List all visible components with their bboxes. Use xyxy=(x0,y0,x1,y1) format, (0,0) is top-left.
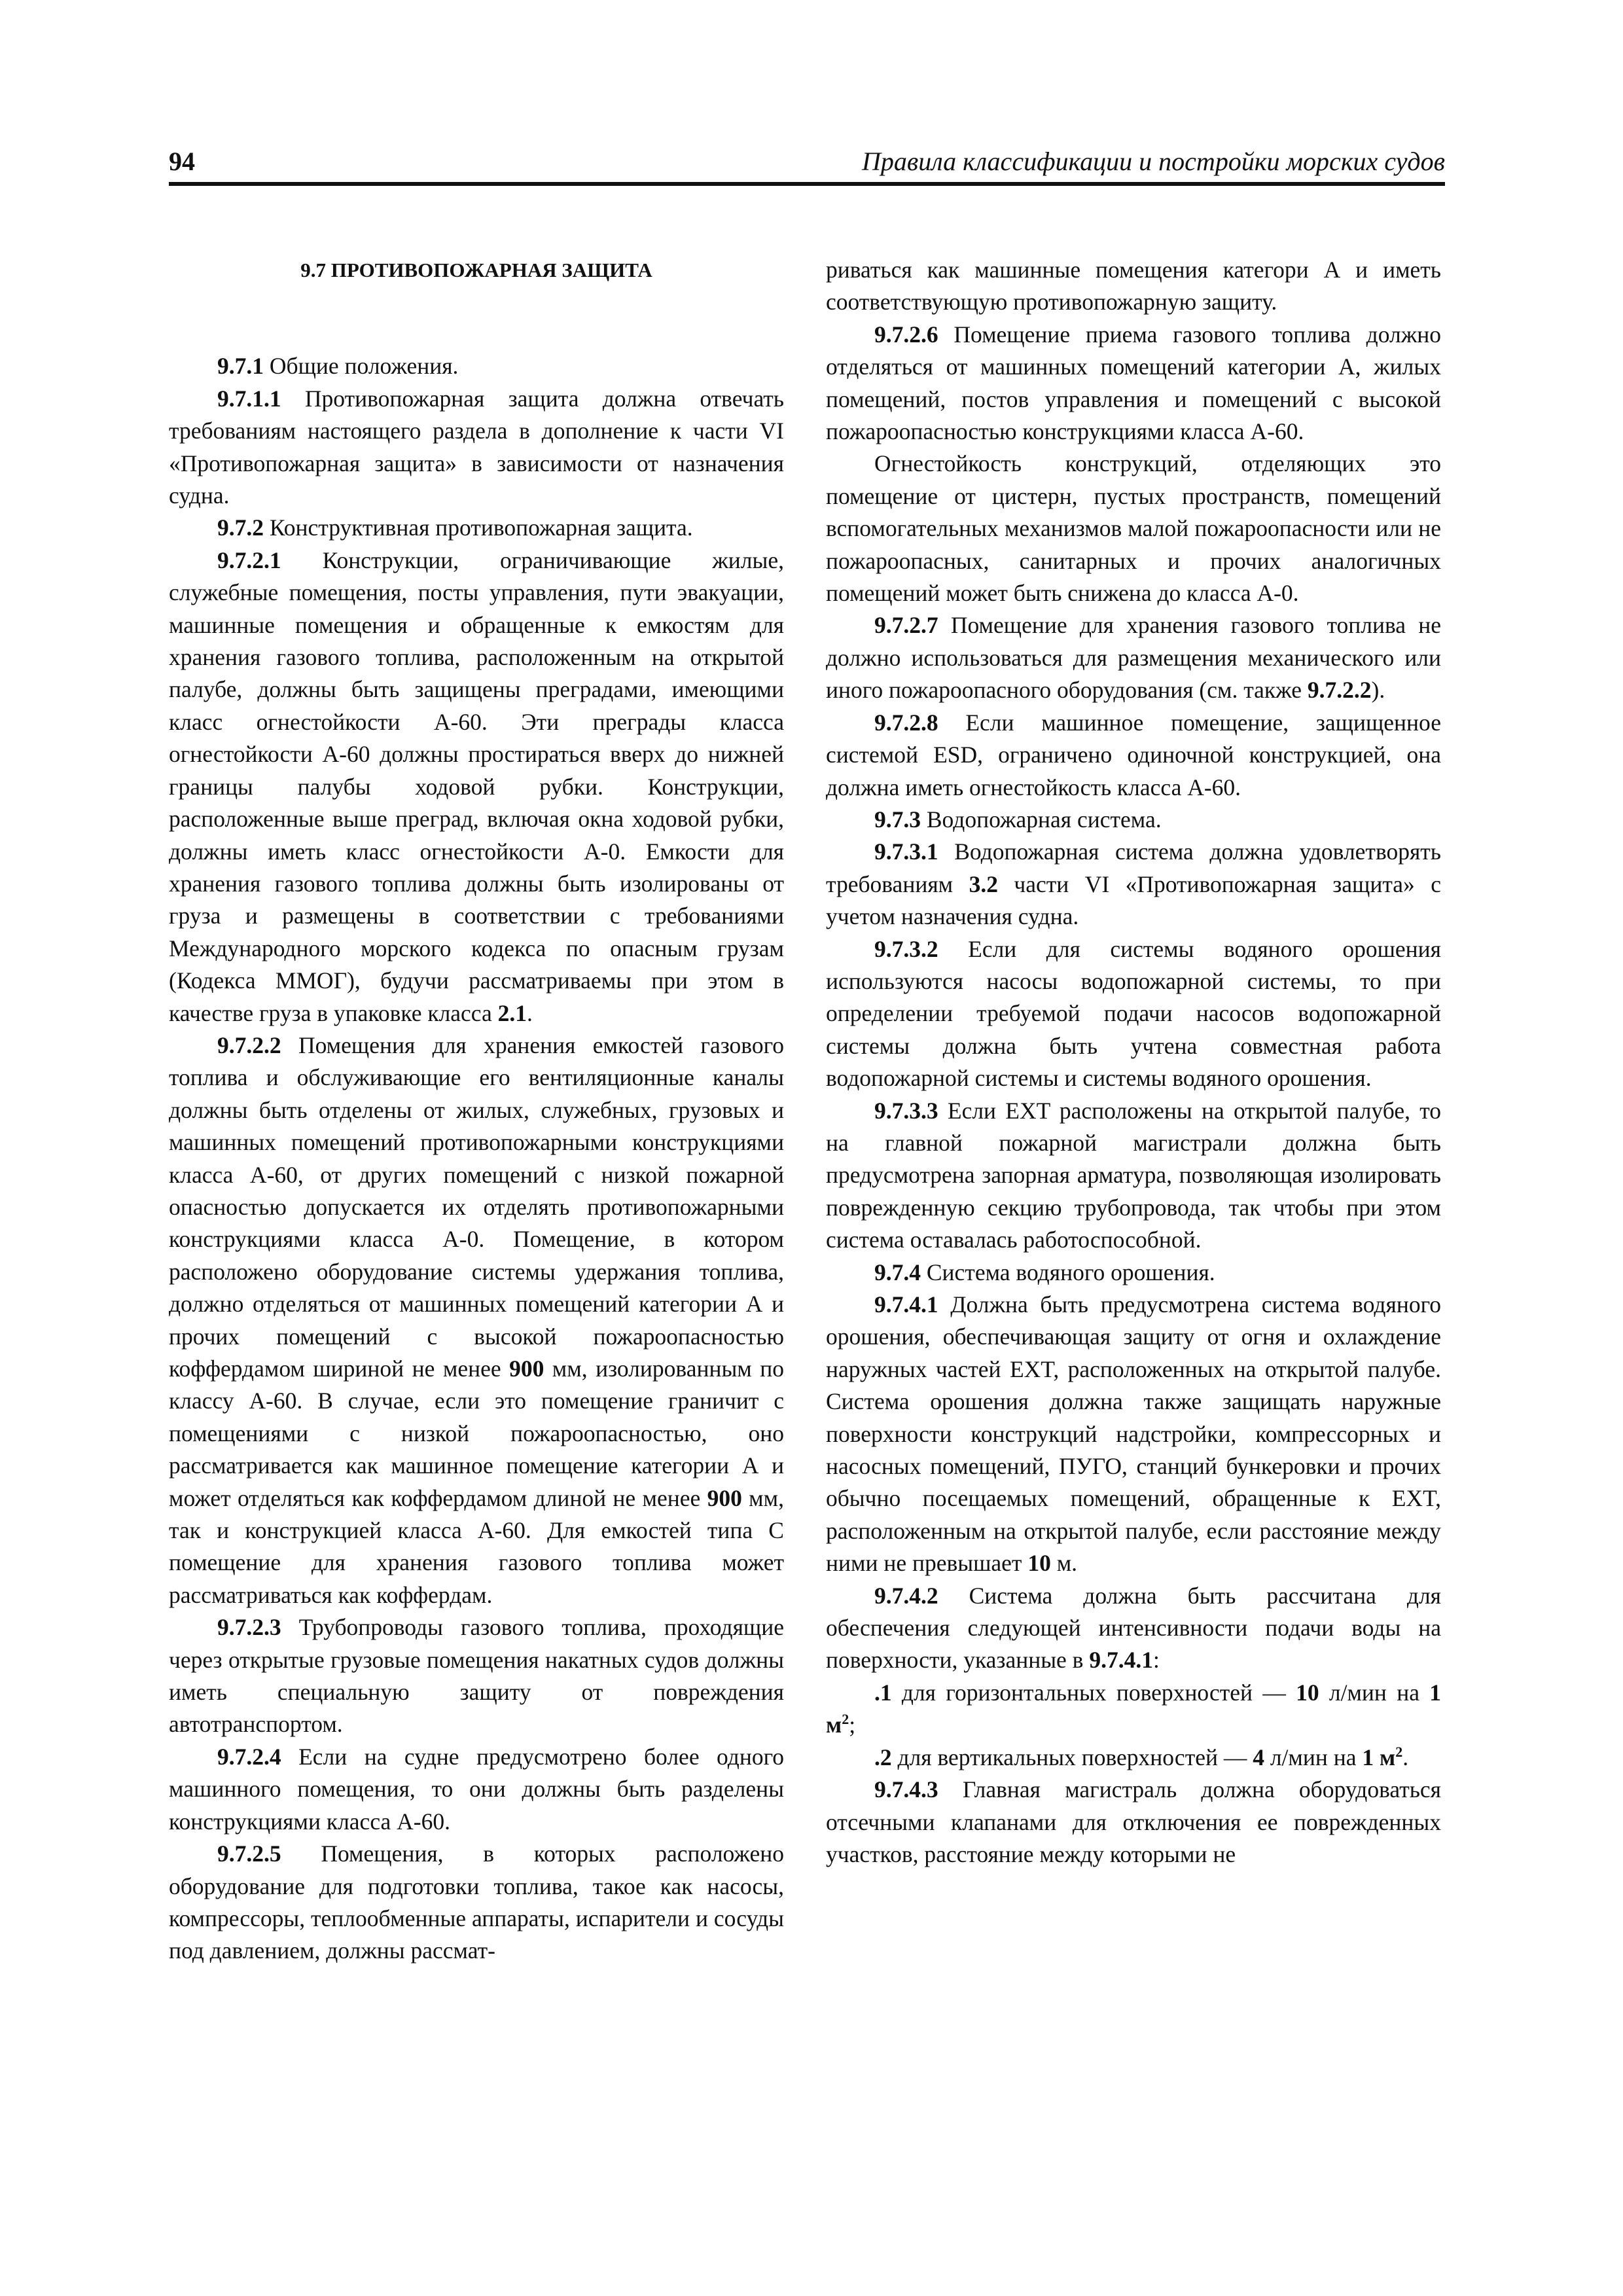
paragraph-9-7-2-7 xyxy=(826,609,1441,706)
paragraph-9-7-2-8 xyxy=(826,707,1441,804)
reference-number: 10 xyxy=(1027,1550,1051,1577)
paragraph-9-7-2-3 xyxy=(169,1611,784,1741)
paragraph-text: для вертикальных поверхностей — xyxy=(891,1744,1253,1770)
reference-number: 10 xyxy=(1296,1679,1319,1706)
paragraph-text: Конструктивная противопожарная защита. xyxy=(264,514,693,541)
reference-number: 9.7.2.2 xyxy=(1307,677,1372,704)
reference-number: 900 xyxy=(509,1355,544,1382)
superscript: 2 xyxy=(842,1711,849,1728)
paragraph-text: Если EXT расположены на открытой палубе, то на главной пожарной магистрали должна быть предусмотрена запорная арматура, позволяющая изолировать поврежденную секцию трубопровода, так чтобы при этом система оставалась работоспособной. xyxy=(826,1097,1441,1253)
left-column xyxy=(169,254,784,1967)
paragraph-text: Огнестойкость конструкций, отделяющих это помещение от цистерн, пустых пространств, помещений вспомогательных механизмов малой пожароопасности или не пожароопасных, санитарных и прочих аналогичных помещений может быть снижена до класса А-0. xyxy=(826,450,1441,607)
clause-number: 9.7.2.2 xyxy=(217,1031,281,1058)
paragraph-text: для горизонтальных поверхностей — xyxy=(891,1679,1296,1706)
paragraph-text: Если машинное помещение, защищенное системой ESD, ограничено одиночной конструкцией, она должна иметь огнестойкость класса А-60. xyxy=(826,709,1441,800)
paragraph-text: части VI «Противопожарная защита» с учетом назначения судна. xyxy=(826,870,1442,930)
unit-text: м xyxy=(1374,1744,1396,1770)
paragraph-text: Конструкции, ограничивающие жилые, служебные помещения, посты управления, пути эвакуации, машинные помещения и обращенные к емкостям для хранения газового топлива, расположенным на открытой палубе, должны быть защищены преградами, имеющими класс огнестойкости А-60. Эти преграды класса огнестойкости А-60 должны простираться вверх до нижней границы палубы ходовой рубки. Конструкции, расположенные выше преград, включая окна ходовой рубки, должны иметь класс огнестойкости А-0. Емкости для хранения газового топлива должны быть изолированы от груза и размещены в соответствии с требованиями Международного морского кодекса по опасным грузам (Кодекса ММОГ), будучи рассматриваемы при этом в качестве груза в упаковке класса xyxy=(169,547,784,1026)
paragraph-text: ; xyxy=(849,1712,856,1738)
list-marker: .1 xyxy=(874,1679,892,1706)
list-item-2 xyxy=(826,1742,1441,1774)
paragraph-text: Должна быть предусмотрена система водяного орошения, обеспечивающая защиту от огня и охлаждение наружных частей EXT, расположенных на открытой палубе. Система орошения должна также защищать наружные поверхности конструкций надстройки, компрессорных и насосных помещений, ПУГО, станций бункеровки и прочих обычно посещаемых помещений, обращенные к EXT, расположенным на открытой палубе, если расстояние между ними не превышает xyxy=(826,1291,1441,1577)
section-title: 9.7 ПРОТИВОПОЖАРНАЯ ЗАЩИТА xyxy=(300,259,652,281)
paragraph-text: ). xyxy=(1371,677,1385,704)
reference-number: 9.7.4.1 xyxy=(1089,1647,1153,1674)
paragraph-text: Водопожарная система. xyxy=(921,806,1162,833)
paragraph-fire-resistance xyxy=(826,448,1441,609)
paragraph-text: Помещение приема газового топлива должно отделяться от машинных помещений категории А, жилых помещений, постов управления и помещений с высокой пожароопасностью конструкциями класса А-60. xyxy=(826,321,1441,445)
reference-number: 1 xyxy=(1429,1679,1441,1706)
clause-number: 9.7.2.5 xyxy=(217,1840,281,1867)
clause-number: 9.7.2.8 xyxy=(874,709,938,736)
paragraph-text: : xyxy=(1152,1647,1160,1674)
paragraph-text: Помещения для хранения емкостей газового топлива и обслуживающие его вентиляционные каналы должны быть отделены от жилых, служебных, грузовых и машинных помещений противопожарными конструкциями класса А-60, от других помещений с низкой пожарной опасностью допускается их отделять противопожарными конструкциями класса А-0. Помещение, в котором расположено оборудование системы удержания топлива, должно отделяться от машинных помещений категории А и прочих помещений с высокой пожароопасностью коффердамом шириной не менее xyxy=(169,1031,784,1382)
paragraph-text: Общие положения. xyxy=(264,353,459,380)
paragraph-9-7-2-1 xyxy=(169,545,784,1030)
clause-number: 9.7.4.2 xyxy=(874,1582,938,1609)
unit-text: м xyxy=(826,1712,842,1738)
clause-number: 9.7.2.1 xyxy=(217,547,281,573)
running-title: Правила классификации и постройки морских судов xyxy=(861,147,1445,176)
reference-number: 4 xyxy=(1253,1744,1264,1770)
clause-number: 9.7.3 xyxy=(874,806,921,833)
clause-number: 9.7.2.6 xyxy=(874,321,938,348)
paragraph-continuation xyxy=(826,254,1441,319)
reference-number: 3.2 xyxy=(969,870,998,897)
clause-number: 9.7.4.1 xyxy=(874,1291,938,1318)
paragraph-text: л/мин на xyxy=(1319,1679,1430,1706)
paragraph-text: риваться как машинные помещения категори А и иметь соответствующую противопожарную защиту. xyxy=(826,257,1441,315)
paragraph-text: Система должна быть рассчитана для обеспечения следующей интенсивности подачи воды на поверхности, указанные в xyxy=(826,1582,1441,1674)
page-header xyxy=(169,145,1445,186)
clause-number: 9.7.1 xyxy=(217,353,264,380)
paragraph-9-7-3-1 xyxy=(826,836,1441,933)
paragraph-text: Водопожарная система должна удовлетворять требованиям xyxy=(826,838,1441,897)
list-marker: .2 xyxy=(874,1744,892,1770)
paragraph-text: Противопожарная защита должна отвечать требованиям настоящего раздела в дополнение к части VI «Противопожарная защита» в зависимости от назначения судна. xyxy=(169,385,784,509)
clause-number: 9.7.3.3 xyxy=(874,1097,938,1124)
clause-number: 9.7.2.3 xyxy=(217,1614,281,1641)
page-number: 94 xyxy=(169,147,195,176)
paragraph-9-7-2-4 xyxy=(169,1741,784,1838)
paragraph-9-7-4-3 xyxy=(826,1774,1441,1871)
paragraph-text: Трубопроводы газового топлива, проходящие через открытые грузовые помещения накатных судов должны иметь специальную защиту от повреждения автотранспортом. xyxy=(169,1614,784,1738)
paragraph-9-7-1-1 xyxy=(169,383,784,512)
clause-number: 9.7.2.7 xyxy=(874,612,938,639)
paragraph-9-7-2-6 xyxy=(826,319,1441,448)
clause-number: 9.7.4.3 xyxy=(874,1776,938,1803)
paragraph-text: Помещения, в которых расположено оборудование для подготовки топлива, такое как насосы, компрессоры, теплообменные аппараты, испарители и сосуды под давлением, должны рассмат- xyxy=(169,1840,784,1964)
paragraph-text: Если для системы водяного орошения используются насосы водопожарной системы, то при определении требуемой подачи насосов водопожарной системы должна быть учтена совместная работа водопожарной системы и системы водяного орошения. xyxy=(826,935,1441,1092)
paragraph-text: мм, изолированным по классу А-60. В случае, если это помещение граничит с помещениями с низкой пожароопасностью, оно рассматривается как машинное помещение категории А и может отделяться как коффердамом длиной не менее xyxy=(169,1355,784,1511)
paragraph-text: . xyxy=(527,999,533,1026)
paragraph-text: Помещение для хранения газового топлива не должно использоваться для размещения механического или иного пожароопасного оборудования (см. также xyxy=(826,612,1441,704)
paragraph-9-7-2-2 xyxy=(169,1030,784,1611)
paragraph-9-7-3-2 xyxy=(826,933,1441,1095)
paragraph-text: м. xyxy=(1050,1550,1078,1577)
clause-number: 9.7.3.1 xyxy=(874,838,938,865)
paragraph-text: Если на судне предусмотрено более одного машинного помещения, то они должны быть разделены конструкциями класса А-60. xyxy=(169,1743,784,1835)
paragraph-9-7-2-5 xyxy=(169,1838,784,1967)
paragraph-9-7-1 xyxy=(169,350,784,382)
paragraph-9-7-3-3 xyxy=(826,1095,1441,1257)
paragraph-9-7-4 xyxy=(826,1257,1441,1289)
paragraph-text: л/мин на xyxy=(1264,1744,1363,1770)
clause-number: 9.7.4 xyxy=(874,1259,921,1285)
paragraph-9-7-4-2 xyxy=(826,1580,1441,1677)
reference-number: 900 xyxy=(707,1484,742,1511)
reference-number: 2.1 xyxy=(497,999,527,1026)
paragraph-text: Система водяного орошения. xyxy=(921,1259,1215,1285)
paragraph-9-7-2 xyxy=(169,512,784,544)
paragraph-text: мм, так и конструкцией класса А-60. Для емкостей типа С помещение для хранения газового топлива может рассматриваться как коффердам. xyxy=(169,1484,784,1608)
list-item-1 xyxy=(826,1677,1441,1742)
clause-number: 9.7.2 xyxy=(217,514,264,541)
paragraph-9-7-4-1 xyxy=(826,1289,1441,1580)
clause-number: 9.7.2.4 xyxy=(217,1743,281,1770)
paragraph-text: . xyxy=(1402,1744,1409,1770)
paragraph-9-7-3 xyxy=(826,804,1441,836)
clause-number: 9.7.3.2 xyxy=(874,935,938,962)
paragraph-text: Главная магистраль должна оборудоваться отсечными клапанами для отключения ее поврежденных участков, расстояние между которыми не xyxy=(826,1776,1441,1867)
reference-number: 1 xyxy=(1362,1744,1374,1770)
right-column xyxy=(826,254,1441,1871)
superscript: 2 xyxy=(1395,1743,1403,1760)
clause-number: 9.7.1.1 xyxy=(217,385,281,412)
